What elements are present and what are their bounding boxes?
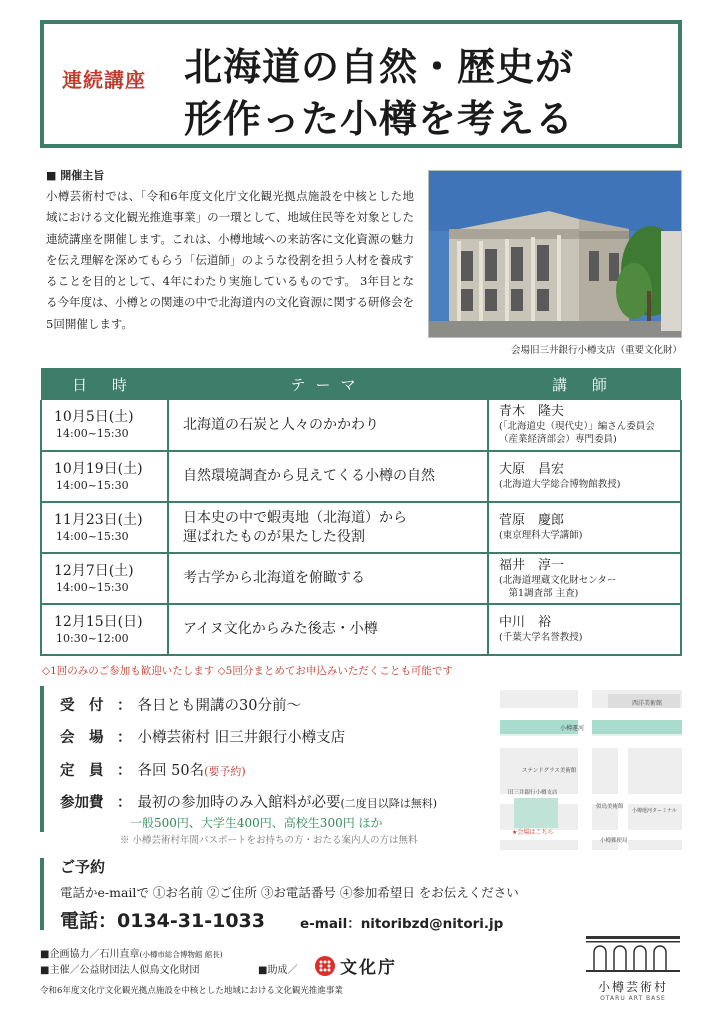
session-date: 10月19日(土) — [54, 460, 143, 477]
colon: ： — [117, 697, 132, 714]
venue-logo-name: 小樽芸術村 — [597, 980, 668, 994]
info-accent-bar — [40, 686, 44, 832]
venue-photo — [428, 170, 682, 338]
map-label: 似鳥美術館 — [596, 804, 624, 810]
fee-note: (二度目以降は無料) — [340, 797, 438, 810]
colon: ： — [117, 762, 132, 779]
cooperation-note: (小樽市総合博物館 館長) — [139, 950, 223, 959]
fee-detail: 一般500円、大学生400円、高校生300円 ほか — [130, 816, 383, 830]
cooperation-name: ■企画協力／石川直章 — [40, 949, 140, 960]
support-credit: ■助成／ — [258, 965, 298, 976]
building-facade-icon — [584, 934, 682, 972]
venue-logo-sub: OTARU ART BASE — [600, 995, 666, 1002]
phone-number[interactable]: 電話：0134-31-1033 — [60, 910, 265, 932]
participation-note: ◇1回のみのご参加も歓迎いたします ◇5回分まとめてお申込みいただくことも可能です — [42, 665, 453, 677]
header-speaker: 講 師 — [488, 368, 681, 400]
speaker-affiliation: (千葉大学名誉教授) — [499, 632, 583, 643]
capacity-note: (要予約) — [204, 765, 246, 778]
reception-value: 各日とも開講の30分前～ — [137, 698, 301, 714]
venue-row — [60, 726, 345, 747]
reservation-instructions: 電話かe-mailで ①お名前 ②ご住所 ③お電話番号 ④参加希望日 をお伝えください — [60, 885, 519, 900]
map-label: 小樽郵便局 — [600, 838, 628, 844]
reception-row — [60, 694, 301, 715]
project-credit: 令和6年度文化庁文化観光拠点施設を中核とした地域における文化観光推進事業 — [40, 986, 343, 996]
photo-caption: 会場旧三井銀行小樽支店（重要文化財） — [510, 345, 682, 356]
map-label: 西洋美術館 — [632, 700, 663, 707]
speaker-name: 福井 淳一 — [499, 557, 565, 573]
speaker-affiliation: (東京理科大学講師) — [499, 530, 583, 541]
session-time: 14:00~15:30 — [56, 580, 129, 594]
session-theme: 考古学から北海道を俯瞰する — [168, 553, 488, 604]
bunkacho-name: 文化庁 — [340, 958, 397, 978]
speaker-affiliation: (北海道大学総合博物館教授) — [499, 479, 621, 490]
cooperation-credit — [40, 945, 223, 960]
table-row — [41, 604, 681, 655]
session-date: 12月15日(日) — [54, 613, 143, 630]
session-theme: アイヌ文化からみた後志・小樽 — [168, 604, 488, 655]
email-address[interactable]: e-mail：nitoribzd@nitori.jp — [300, 916, 504, 932]
speaker-name: 青木 隆夫 — [499, 404, 565, 419]
page-title-line1: 北海道の自然・歴史が — [184, 45, 575, 89]
schedule-table — [40, 368, 682, 656]
map-label: ステンドグラス美術館 — [522, 768, 577, 774]
fee-value: 最初の参加時のみ入館料が必要 — [137, 795, 341, 811]
session-time: 14:00~15:30 — [56, 529, 129, 543]
venue-logo — [584, 934, 682, 1002]
venue-value: 小樽芸術村 旧三井銀行小樽支店 — [137, 730, 346, 746]
venue-label: 会 場 — [60, 729, 104, 746]
host-credit: ■主催／公益財団法人似鳥文化財団 — [40, 965, 200, 976]
speaker-name: 中川 裕 — [499, 615, 552, 630]
speaker-name: 大原 昌宏 — [499, 462, 565, 477]
session-time: 14:00~15:30 — [56, 478, 129, 492]
table-row — [41, 451, 681, 502]
title-banner — [40, 20, 682, 148]
colon: ： — [117, 794, 132, 811]
fee-row — [60, 791, 437, 812]
access-map — [500, 690, 682, 850]
session-date: 10月5日(土) — [54, 409, 134, 425]
intro-body: 小樽芸術村では、「令和6年度文化庁文化観光拠点施設を中核とした地域における文化観光推進事業」の一環として、地域住民等を対象とした連続講座を開催します。これは、小樽地域への来訪客に文化資源の魅力を伝え理解を深めてもらう「伝道師」のような役割を担う人材を養成することを目的として、4年にわたり実施しているものです。 3年目となる今年度は、小樽との関連の中で北海道内の文化資源に関する研修会を5回開催します。 — [46, 189, 414, 331]
session-date: 11月23日(土) — [54, 511, 143, 528]
capacity-value: 各回 50名 — [137, 763, 205, 779]
colon: ： — [117, 729, 132, 746]
session-theme: 北海道の石炭と人々のかかわり — [168, 400, 488, 451]
reception-label: 受 付 — [60, 697, 104, 714]
reservation-accent-bar — [40, 858, 44, 930]
map-label: 小樽運河ターミナル — [632, 808, 677, 814]
table-row — [41, 400, 681, 451]
header-date: 日 時 — [41, 368, 168, 400]
session-theme: 日本史の中で蝦夷地（北海道）から 運ばれたものが果たした役割 — [168, 502, 488, 553]
table-row — [41, 553, 681, 604]
page-title-line2: 形作った小樽を考える — [184, 97, 575, 141]
bunkacho-logo — [314, 953, 397, 978]
speaker-affiliation: (「北海道史（現代史）」編さん委員会 （産業経済部会）専門委員) — [499, 421, 655, 445]
session-date: 12月7日(土) — [54, 562, 134, 579]
session-time: 14:00~15:30 — [56, 427, 129, 440]
map-label: 小樽運河 — [560, 725, 585, 732]
capacity-label: 定 員 — [60, 762, 104, 779]
intro-heading: ■ 開催主旨 — [46, 169, 105, 182]
pass-note: ※ 小樽芸術村年間パスポートをお持ちの方・おたる案内人の方は無料 — [120, 835, 418, 846]
reservation-title: ご予約 — [60, 858, 106, 876]
map-label: 旧三井銀行小樽支店 — [508, 790, 558, 796]
header-theme: テーマ — [168, 368, 488, 400]
session-time: 10:30~12:00 — [56, 631, 129, 645]
speaker-affiliation: (北海道埋蔵文化財センター 第1調査部 主査) — [499, 574, 617, 599]
bunkacho-mark-icon — [314, 955, 336, 977]
series-label: 連続講座 — [62, 68, 146, 92]
map-label: ★会場はこちら — [512, 829, 554, 836]
capacity-row — [60, 759, 246, 780]
fee-label: 参加費 — [60, 794, 104, 811]
speaker-name: 菅原 慶郎 — [499, 513, 565, 528]
table-header-row — [41, 368, 681, 400]
session-theme: 自然環境調査から見えてくる小樽の自然 — [168, 451, 488, 502]
table-row — [41, 502, 681, 553]
